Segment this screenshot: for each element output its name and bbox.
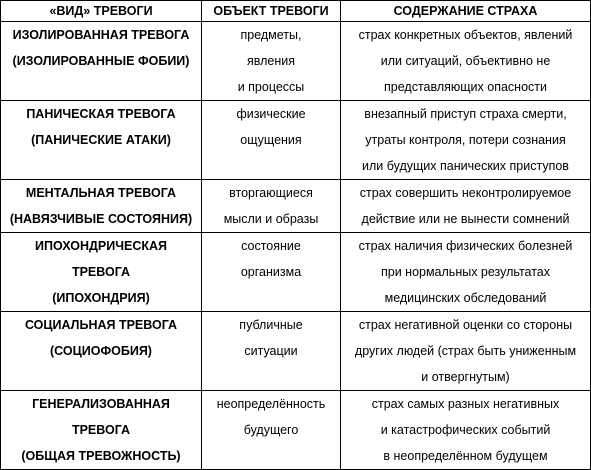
object-line: вторгающиеся [229, 186, 313, 200]
cell-kind [1, 22, 202, 101]
table-row [1, 391, 591, 470]
cell-object [202, 22, 341, 101]
cell-kind [1, 391, 202, 470]
table-row [1, 22, 591, 101]
object-line: публичные [239, 318, 303, 332]
cell-kind [1, 233, 202, 312]
object-line: ситуации [244, 344, 298, 358]
kind-line: (ИЗОЛИРОВАННЫЕ ФОБИИ) [12, 54, 190, 68]
cell-content [341, 312, 591, 391]
kind-line: ИПОХОНДРИЧЕСКАЯ [35, 239, 167, 253]
cell-content [341, 391, 591, 470]
table-row [1, 233, 591, 312]
header-content: СОДЕРЖАНИЕ СТРАХА [341, 1, 591, 22]
content-line: утраты контроля, потери сознания [365, 133, 566, 147]
kind-line: (СОЦИОФОБИЯ) [50, 344, 152, 358]
kind-line: (ОБЩАЯ ТРЕВОЖНОСТЬ) [21, 449, 181, 463]
object-line: явления [246, 54, 296, 68]
header-kind: «ВИД» ТРЕВОГИ [1, 1, 202, 22]
content-line: других людей (страх быть униженным [354, 344, 577, 358]
cell-content [341, 180, 591, 233]
kind-line: ТРЕВОГА [71, 423, 131, 437]
object-line: предметы, [240, 28, 302, 42]
content-line: или ситуаций, объективно не [380, 54, 551, 68]
table-row [1, 101, 591, 180]
cell-object [202, 233, 341, 312]
content-line: страх самых разных негативных [371, 397, 560, 411]
cell-object [202, 180, 341, 233]
content-line: страх наличия физических болезней [358, 239, 573, 253]
kind-line: (НАВЯЗЧИВЫЕ СОСТОЯНИЯ) [9, 212, 193, 226]
header-object: ОБЪЕКТ ТРЕВОГИ [202, 1, 341, 22]
content-line: и катастрофических событий [380, 423, 551, 437]
content-line: представляющих опасности [384, 80, 547, 94]
cell-kind [1, 101, 202, 180]
cell-content [341, 233, 591, 312]
object-line: физические [236, 107, 306, 121]
content-line: и отвергнутым) [421, 370, 510, 384]
object-line: и процессы [237, 80, 305, 94]
table-row [1, 180, 591, 233]
cell-content [341, 101, 591, 180]
content-line: в неопределённом будущем [383, 449, 548, 463]
object-line: будущего [243, 423, 299, 437]
content-line: внезапный приступ страха смерти, [364, 107, 567, 121]
object-line: организма [240, 265, 302, 279]
content-line: действие или не вынести сомнений [361, 212, 570, 226]
kind-line: СОЦИАЛЬНАЯ ТРЕВОГА [24, 318, 178, 332]
object-line: неопределённость [216, 397, 326, 411]
content-line: страх конкретных объектов, явлений [358, 28, 573, 42]
content-line: медицинских обследований [384, 291, 547, 305]
cell-object [202, 312, 341, 391]
kind-line: ГЕНЕРАЛИЗОВАННАЯ [32, 397, 170, 411]
kind-line: ИЗОЛИРОВАННАЯ ТРЕВОГА [12, 28, 190, 42]
cell-object [202, 391, 341, 470]
kind-line: (ИПОХОНДРИЯ) [52, 291, 150, 305]
kind-line: ПАНИЧЕСКАЯ ТРЕВОГА [26, 107, 176, 121]
kind-line: МЕНТАЛЬНАЯ ТРЕВОГА [25, 186, 177, 200]
cell-object [202, 101, 341, 180]
object-line: мысли и образы [223, 212, 319, 226]
cell-kind [1, 180, 202, 233]
kind-line: ТРЕВОГА [71, 265, 131, 279]
kind-line: (ПАНИЧЕСКИЕ АТАКИ) [31, 133, 171, 147]
cell-content [341, 22, 591, 101]
object-line: ощущения [240, 133, 302, 147]
object-line: состояние [241, 239, 301, 253]
content-line: страх совершить неконтролируемое [359, 186, 572, 200]
content-line: при нормальных результатах [380, 265, 551, 279]
content-line: или будущих панических приступов [362, 159, 569, 173]
content-line: страх негативной оценки со стороны [358, 318, 573, 332]
table-header-row [1, 1, 591, 22]
table-row [1, 312, 591, 391]
cell-kind [1, 312, 202, 391]
